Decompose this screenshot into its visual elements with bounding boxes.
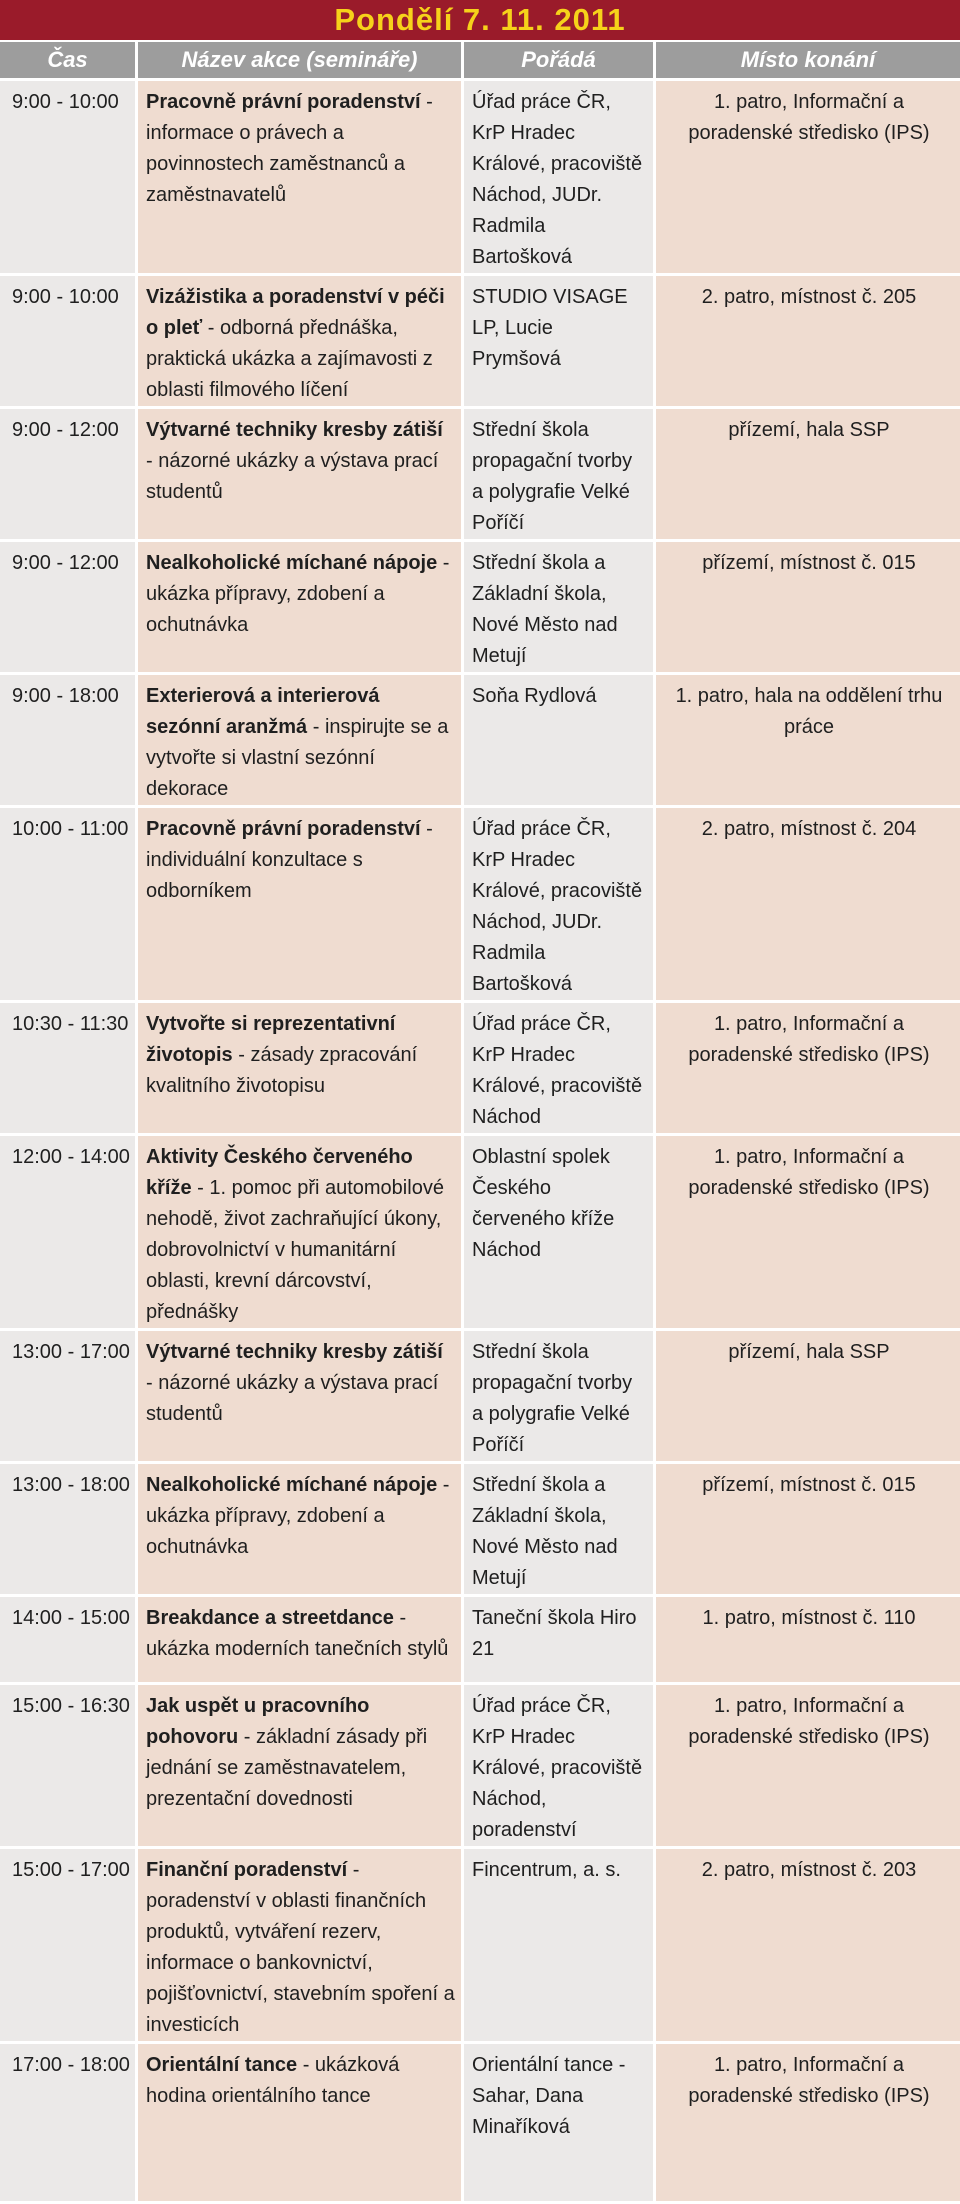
event-title: Jak uspět u pracovního pohovoru [146,1695,370,1748]
event-organizer: Střední škola propagační tvorby a polygrafie Velké Poříčí [464,409,656,542]
event-place: 2. patro, místnost č. 205 [656,276,960,409]
table-row [0,675,960,808]
event-name [138,1331,464,1464]
table-row [0,81,960,276]
event-time: 10:30 - 11:30 [0,1003,138,1136]
event-name [138,1597,464,1685]
event-title: Nealkoholické míchané nápoje [146,1474,438,1496]
event-name [138,1003,464,1136]
title-bar [0,0,960,42]
table-row [0,1685,960,1849]
table-row [0,808,960,1003]
event-title: Výtvarné techniky kresby zátiší [146,419,443,441]
event-time: 17:00 - 18:00 [0,2044,138,2204]
event-description: - 1. pomoc při automobilové nehodě, život zachraňující úkony, dobrovolnictví v humanitární oblasti, krevní dárcovství, přednášky [146,1177,444,1323]
event-description: - základní zásady při jednání se zaměstnavatelem, prezentační dovednosti [146,1726,428,1810]
event-organizer: Úřad práce ČR, KrP Hradec Králové, pracoviště Náchod, poradenství [464,1685,656,1849]
event-name [138,808,464,1003]
event-name [138,675,464,808]
event-place: přízemí, hala SSP [656,409,960,542]
event-title: Nealkoholické míchané nápoje [146,552,438,574]
event-time: 14:00 - 15:00 [0,1597,138,1685]
event-name [138,1685,464,1849]
event-organizer: Úřad práce ČR, KrP Hradec Králové, pracoviště Náchod, JUDr. Radmila Bartošková [464,81,656,276]
event-time: 15:00 - 16:30 [0,1685,138,1849]
event-place: 2. patro, místnost č. 204 [656,808,960,1003]
event-organizer: STUDIO VISAGE LP, Lucie Prymšová [464,276,656,409]
table-row [0,542,960,675]
table-row [0,1003,960,1136]
event-place: 1. patro, Informační a poradenské středisko (IPS) [656,1685,960,1849]
event-place: přízemí, místnost č. 015 [656,542,960,675]
event-organizer: Oblastní spolek Českého červeného kříže Náchod [464,1136,656,1331]
event-title: Vizážistika a poradenství v péči o pleť [146,286,445,339]
event-name [138,81,464,276]
event-place: 1. patro, hala na oddělení trhu práce [656,675,960,808]
event-description: - ukázka přípravy, zdobení a ochutnávka [146,552,450,636]
event-place: 1. patro, Informační a poradenské středisko (IPS) [656,1136,960,1331]
event-name [138,1136,464,1331]
event-description: - názorné ukázky a výstava prací studentů [146,450,439,503]
event-place: 1. patro, Informační a poradenské středisko (IPS) [656,1003,960,1136]
event-organizer: Střední škola a Základní škola, Nové Město nad Metují [464,1464,656,1597]
event-description: - informace o právech a povinnostech zaměstnanců a zaměstnavatelů [146,91,433,206]
header-place: Místo konání [656,42,960,81]
event-title: Finanční poradenství [146,1859,348,1881]
event-time: 9:00 - 12:00 [0,409,138,542]
event-time: 13:00 - 18:00 [0,1464,138,1597]
event-description: - inspirujte se a vytvořte si vlastní sezónní dekorace [146,716,449,800]
event-time: 9:00 - 10:00 [0,81,138,276]
event-description: - ukázková hodina orientálního tance [146,2054,400,2107]
event-title: Exterierová a interierová sezónní aranžmá [146,685,380,738]
table-row [0,409,960,542]
schedule-table [0,42,960,2204]
event-time: 10:00 - 11:00 [0,808,138,1003]
event-title: Výtvarné techniky kresby zátiší [146,1341,443,1363]
event-title: Vytvořte si reprezentativní životopis [146,1013,396,1066]
table-row [0,1136,960,1331]
event-title: Orientální tance [146,2054,298,2076]
event-title: Pracovně právní poradenství [146,91,421,113]
header-name: Název akce (semináře) [138,42,464,81]
table-row [0,1849,960,2044]
event-description: - názorné ukázky a výstava prací studentů [146,1372,439,1425]
event-title: Breakdance a streetdance [146,1607,394,1629]
event-place: přízemí, hala SSP [656,1331,960,1464]
event-title: Aktivity Českého červeného kříže [146,1146,413,1199]
event-time: 9:00 - 10:00 [0,276,138,409]
event-description: - poradenství v oblasti finančních produktů, vytváření rezerv, informace o bankovnictví, pojišťovnictví, stavebním spoření a investicích [146,1859,455,2036]
event-description: - ukázka přípravy, zdobení a ochutnávka [146,1474,450,1558]
event-place: 1. patro, Informační a poradenské středisko (IPS) [656,81,960,276]
event-description: - odborná přednáška, praktická ukázka a zajímavosti z oblasti filmového líčení [146,317,433,401]
event-time: 9:00 - 18:00 [0,675,138,808]
header-organizer: Pořádá [464,42,656,81]
event-name [138,409,464,542]
table-row [0,1464,960,1597]
event-description: - zásady zpracování kvalitního životopisu [146,1044,418,1097]
event-title: Pracovně právní poradenství [146,818,421,840]
event-organizer: Úřad práce ČR, KrP Hradec Králové, pracoviště Náchod, JUDr. Radmila Bartošková [464,808,656,1003]
table-row [0,1331,960,1464]
table-row [0,1597,960,1685]
event-place: 2. patro, místnost č. 203 [656,1849,960,2044]
event-place: 1. patro, Informační a poradenské středisko (IPS) [656,2044,960,2204]
event-time: 15:00 - 17:00 [0,1849,138,2044]
event-name [138,1849,464,2044]
table-row [0,276,960,409]
event-organizer: Taneční škola Hiro 21 [464,1597,656,1685]
header-time: Čas [0,42,138,81]
event-place: 1. patro, místnost č. 110 [656,1597,960,1685]
event-time: 13:00 - 17:00 [0,1331,138,1464]
table-header-row [0,42,960,81]
event-time: 12:00 - 14:00 [0,1136,138,1331]
event-organizer: Střední škola propagační tvorby a polygrafie Velké Poříčí [464,1331,656,1464]
event-description: - ukázka moderních tanečních stylů [146,1607,449,1660]
page-title: Pondělí 7. 11. 2011 [334,2,626,37]
event-name [138,542,464,675]
event-organizer: Soňa Rydlová [464,675,656,808]
event-time: 9:00 - 12:00 [0,542,138,675]
event-name [138,1464,464,1597]
event-place: přízemí, místnost č. 015 [656,1464,960,1597]
event-description: - individuální konzultace s odborníkem [146,818,433,902]
event-name [138,276,464,409]
event-organizer: Úřad práce ČR, KrP Hradec Králové, pracoviště Náchod [464,1003,656,1136]
event-name [138,2044,464,2204]
event-organizer: Orientální tance - Sahar, Dana Minaříková [464,2044,656,2204]
table-row [0,2044,960,2204]
event-organizer: Fincentrum, a. s. [464,1849,656,2044]
event-organizer: Střední škola a Základní škola, Nové Město nad Metují [464,542,656,675]
